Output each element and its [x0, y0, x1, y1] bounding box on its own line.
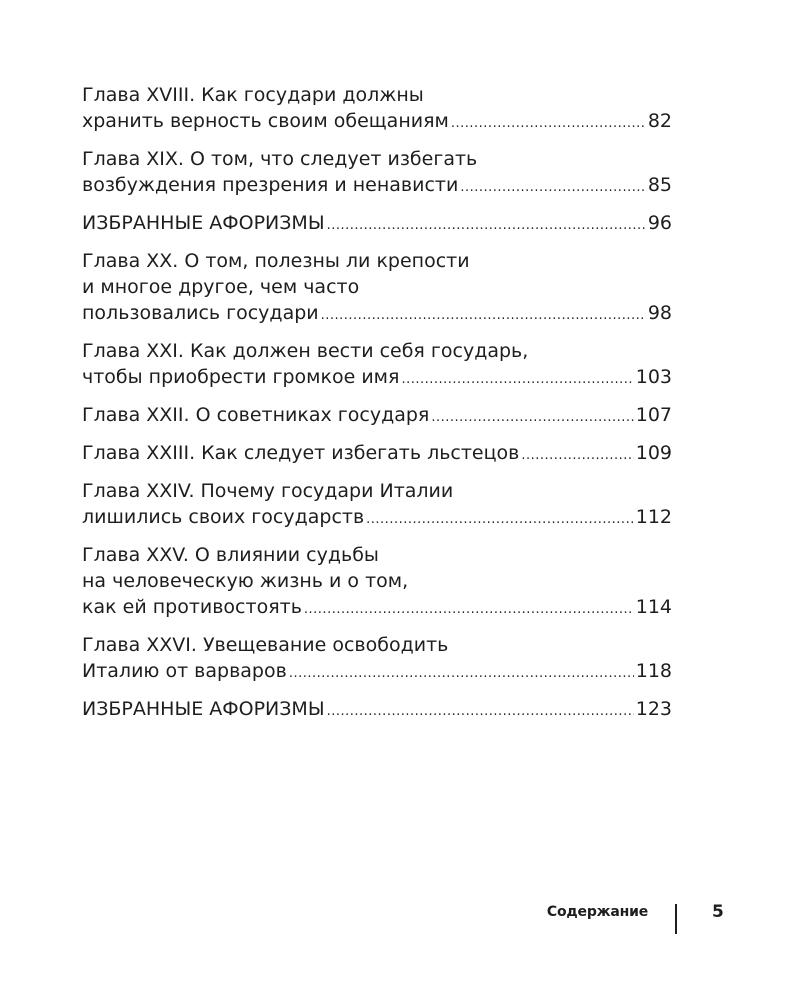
toc-entry-title-line: и многое другое, чем часто [82, 276, 360, 298]
toc-entry-title-line: пользовались государи [82, 302, 319, 324]
toc-entry[interactable] [82, 146, 672, 198]
dot-leader [401, 367, 633, 393]
toc-page-number: 103 [635, 366, 672, 388]
toc-entry-last-line [82, 696, 672, 722]
toc-page-number: 118 [635, 660, 672, 682]
toc-entry[interactable] [82, 632, 672, 684]
toc-entry[interactable] [82, 210, 672, 236]
toc-entry-title-line: Глава XXII. О советниках государя [82, 404, 430, 426]
toc-entry-last-line [82, 440, 672, 466]
dot-leader [460, 175, 646, 201]
toc-entry-last-line [82, 210, 672, 236]
toc-entry-title-line: ИЗБРАННЫЕ АФОРИЗМЫ [82, 698, 325, 720]
dot-leader [321, 303, 646, 329]
toc-entry-title-line: Глава XXIV. Почему государи Италии [82, 480, 454, 502]
toc-entry-title-line: хранить верность своим обещаниям [82, 110, 449, 132]
toc-entry-last-line [82, 300, 672, 326]
toc-page-number: 114 [635, 596, 672, 618]
footer-divider [675, 904, 677, 934]
table-of-contents [82, 82, 672, 734]
toc-page-number: 96 [647, 212, 672, 234]
toc-entry[interactable] [82, 402, 672, 428]
toc-page-number: 98 [647, 302, 672, 324]
toc-entry[interactable] [82, 338, 672, 390]
toc-entry-title-line: Глава XXI. Как должен вести себя государь, [82, 340, 529, 362]
toc-entry-last-line [82, 108, 672, 134]
toc-entry[interactable] [82, 248, 672, 326]
toc-entry-title-line: Глава XXIII. Как следует избегать льстецов [82, 442, 520, 464]
toc-entry-title-line: на человеческую жизнь и о том, [82, 570, 409, 592]
toc-entry-last-line [82, 364, 672, 390]
toc-entry-last-line [82, 172, 672, 198]
dot-leader [451, 111, 646, 137]
toc-entry-last-line [82, 402, 672, 428]
toc-entry-last-line [82, 658, 672, 684]
toc-entry-title-line: чтобы приобрести громкое имя [82, 366, 400, 388]
toc-page-number: 107 [635, 404, 672, 426]
footer-page-number: 5 [712, 902, 724, 922]
page-footer [0, 900, 800, 940]
toc-entry-title-line: Глава XXV. О влиянии судьбы [82, 544, 379, 566]
toc-entry-title-line: лишились своих государств [82, 506, 365, 528]
dot-leader [521, 443, 633, 469]
toc-entry[interactable] [82, 82, 672, 134]
toc-entry[interactable] [82, 542, 672, 620]
toc-page-number: 123 [635, 698, 672, 720]
toc-entry-title-line: возбуждения презрения и ненависти [82, 174, 459, 196]
toc-entry-title-line: ИЗБРАННЫЕ АФОРИЗМЫ [82, 212, 325, 234]
toc-entry-last-line [82, 504, 672, 530]
toc-entry-title-line: как ей противостоять [82, 596, 302, 618]
toc-entry-title-line: Глава XIX. О том, что следует избегать [82, 148, 478, 170]
dot-leader [431, 405, 633, 431]
dot-leader [304, 597, 634, 623]
toc-page-number: 85 [647, 174, 672, 196]
running-footer-section-label: Содержание [546, 904, 648, 920]
toc-entry[interactable] [82, 696, 672, 722]
dot-leader [366, 507, 634, 533]
dot-leader [289, 661, 634, 687]
toc-entry[interactable] [82, 440, 672, 466]
toc-entry-title-line: Глава XX. О том, полезны ли крепости [82, 250, 470, 272]
toc-page-number: 82 [647, 110, 672, 132]
dot-leader [327, 213, 646, 239]
toc-entry-last-line [82, 594, 672, 620]
toc-entry-title-line: Глава XVIII. Как государи должны [82, 84, 424, 106]
dot-leader [327, 699, 634, 725]
toc-page-number: 112 [635, 506, 672, 528]
toc-entry[interactable] [82, 478, 672, 530]
toc-page-number: 109 [635, 442, 672, 464]
toc-entry-title-line: Италию от варваров [82, 660, 287, 682]
toc-entry-title-line: Глава XXVI. Увещевание освободить [82, 634, 449, 656]
